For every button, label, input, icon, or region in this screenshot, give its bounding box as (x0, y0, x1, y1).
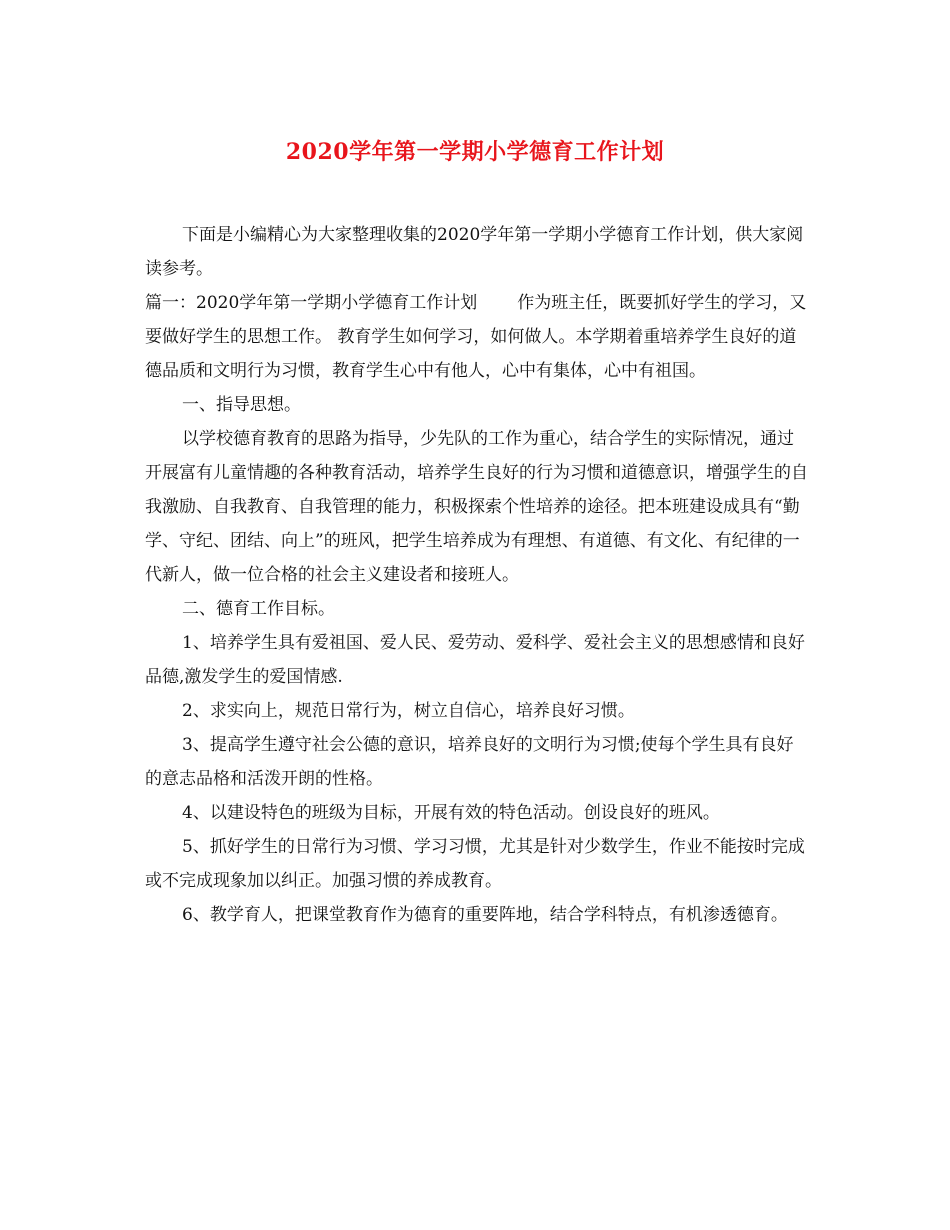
goal-item: 1、培养学生具有爱祖国、爱人民、爱劳动、爱科学、爱社会主义的思想感情和良好品德,激发学生的爱国情感. (145, 633, 805, 687)
document-title: 2020学年第一学期小学德育工作计划 (285, 139, 665, 165)
section-heading-guiding-ideology: 一、指导思想。 (182, 395, 301, 415)
part-heading: 篇一：2020学年第一学期小学德育工作计划 (145, 293, 478, 313)
goal-item: 3、提高学生遵守社会公德的意识，培养良好的文明行为习惯;使每个学生具有良好的意志品格和活泼开朗的性格。 (145, 735, 794, 789)
guiding-ideology-paragraph: 以学校德育教育的思路为指导，少先队的工作为重心，结合学生的实际情况，通过开展富有儿童情趣的各种教育活动，培养学生良好的行为习惯和道德意识，增强学生的自我激励、自我教育、自我管理的能力，积极探索个性培养的途径。把本班建设成具有“勤学、守纪、团结、向上”的班风，把学生培养成为有理想、有道德、有文化、有纪律的一代新人，做一位合格的社会主义建设者和接班人。 (145, 429, 808, 585)
part-paragraph (145, 286, 810, 388)
part-text: 作为班主任，既要抓好学生的学习，又要做好学生的思想工作。 教育学生如何学习，如何做人。本学期着重培养学生良好的道德品质和文明行为习惯，教育学生心中有他人，心中有集体，心中有祖国。 (145, 293, 807, 381)
intro-paragraph: 下面是小编精心为大家整理收集的2020学年第一学期小学德育工作计划，供大家阅读参考。 (145, 225, 804, 279)
goal-item: 4、以建设特色的班级为目标，开展有效的特色活动。创设良好的班风。 (182, 803, 720, 823)
goal-item: 5、抓好学生的日常行为习惯、学习习惯，尤其是针对少数学生，作业不能按时完成或不完成现象加以纠正。加强习惯的养成教育。 (145, 837, 805, 891)
goal-item: 2、求实向上，规范日常行为，树立自信心，培养良好习惯。 (182, 701, 635, 721)
document-body (145, 218, 810, 932)
goal-item: 6、教学育人，把课堂教育作为德育的重要阵地，结合学科特点，有机渗透德育。 (182, 905, 788, 925)
section-heading-moral-goals: 二、德育工作目标。 (182, 599, 335, 619)
